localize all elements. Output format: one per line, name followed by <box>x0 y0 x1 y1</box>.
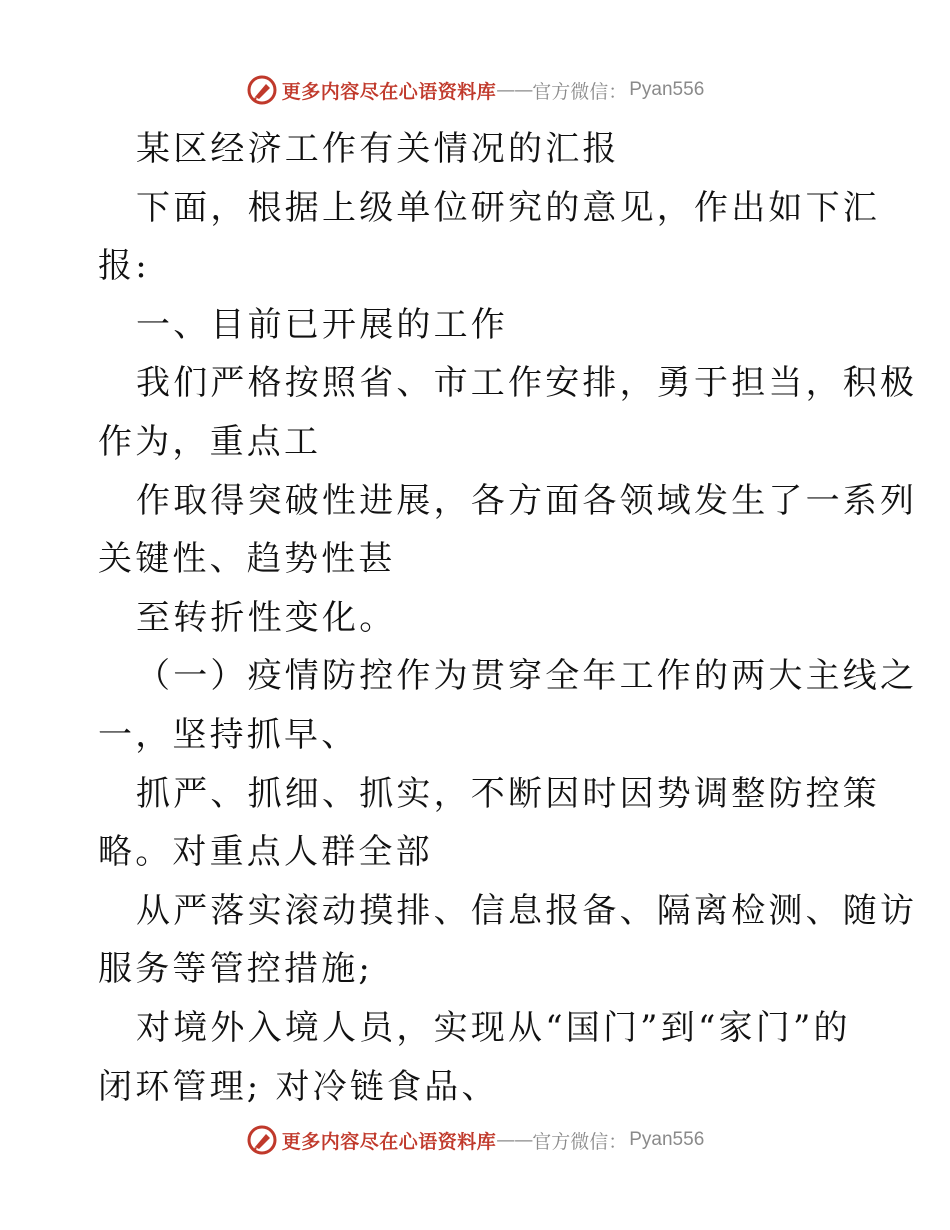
watermark-wechat-label: 官方微信： <box>532 1130 628 1153</box>
pen-logo-icon <box>246 1124 278 1156</box>
text-line: 闭环管理; 对冷链食品、 <box>98 1066 499 1107</box>
watermark-wechat-id: Pyan556 <box>629 1129 705 1150</box>
text-line: 抓严、抓细、抓实，不断因时因势调整防控策 <box>136 773 880 814</box>
text-line: 对境外入境人员，实现从“国门”到“家门”的 <box>136 1007 851 1048</box>
text-line: 我们严格按照省、市工作安排，勇于担当，积极 <box>136 363 918 404</box>
text-line: 下面，根据上级单位研究的意见，作出如下汇 <box>136 187 880 228</box>
text-line: 略。对重点人群全部 <box>98 832 433 873</box>
text-line: 作取得突破性进展，各方面各领域发生了一系列 <box>136 480 918 521</box>
subsection-heading: （一）疫情防控作为贯穿全年工作的两大主线之 <box>136 656 918 697</box>
watermark-wechat-label: 官方微信： <box>532 80 628 103</box>
text-line: 关键性、趋势性甚 <box>98 539 396 580</box>
text-line: 作为，重点工 <box>98 421 322 462</box>
pen-logo-icon <box>246 74 278 106</box>
watermark-dash: —— <box>496 79 533 101</box>
section-heading: 一、目前已开展的工作 <box>136 304 508 345</box>
watermark-site-text: 更多内容尽在心语资料库 <box>281 80 497 103</box>
document-body <box>98 120 918 1116</box>
watermark-site-text: 更多内容尽在心语资料库 <box>281 1130 497 1153</box>
text-line: 一，坚持抓早、 <box>98 714 359 755</box>
document-title: 某区经济工作有关情况的汇报 <box>136 129 620 169</box>
text-line: 服务等管控措施; <box>98 949 374 990</box>
header-watermark <box>0 70 950 110</box>
footer-watermark <box>0 1120 950 1160</box>
watermark-wechat-id: Pyan556 <box>629 79 705 100</box>
text-line: 报: <box>98 246 150 287</box>
watermark-dash: —— <box>496 1129 533 1151</box>
text-line: 至转折性变化。 <box>136 597 397 638</box>
text-line: 从严落实滚动摸排、信息报备、隔离检测、随访 <box>136 890 918 931</box>
